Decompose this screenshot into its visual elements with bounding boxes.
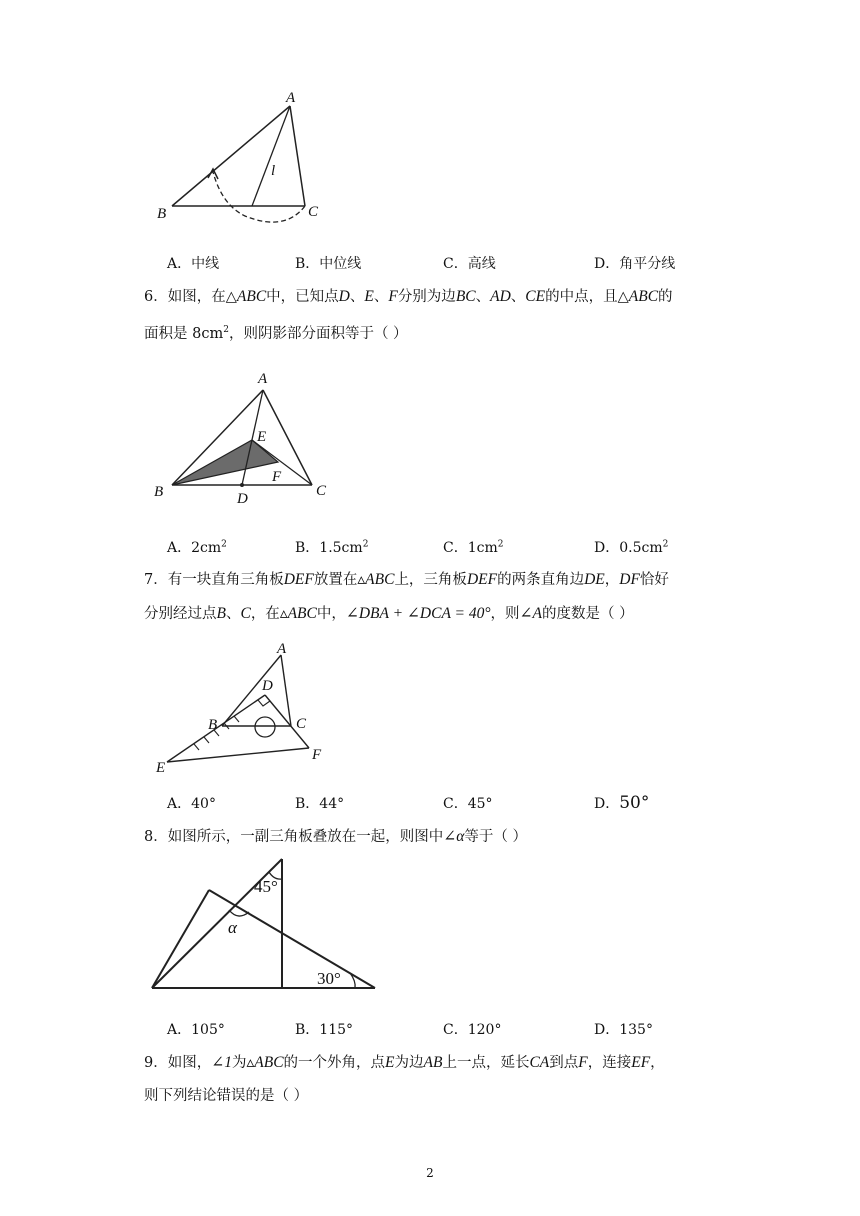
options-q7 — [167, 793, 787, 817]
label-l: l — [271, 163, 276, 179]
label-e: E — [156, 760, 166, 776]
option-a: A．105° — [167, 1022, 225, 1038]
label-alpha: α — [228, 918, 237, 937]
option-c: C．高线 — [443, 256, 496, 272]
page-number: 2 — [426, 1166, 434, 1180]
label-d: D — [262, 678, 273, 694]
dashed-arc — [213, 172, 305, 222]
option-b: B．115° — [295, 1022, 354, 1038]
figure-q5 — [150, 88, 350, 228]
label-e: E — [257, 429, 267, 445]
right-angle-mark — [258, 700, 270, 706]
label-30-deg: 30° — [317, 969, 341, 988]
label-a: A — [286, 90, 296, 106]
option-d: D．135° — [594, 1022, 653, 1038]
label-a: A — [258, 371, 268, 387]
label-f: F — [312, 747, 322, 763]
option-b: B．44° — [295, 796, 345, 812]
options-q6 — [167, 537, 787, 561]
segment-ac — [290, 106, 305, 206]
label-c: C — [296, 716, 307, 732]
figure-q6 — [150, 365, 340, 505]
segment-ab — [172, 106, 290, 206]
point-d — [240, 483, 244, 487]
option-a: A．$2cm^2$ — [167, 539, 227, 556]
label-f: F — [272, 469, 282, 485]
line-l — [252, 106, 290, 206]
option-a: A．40° — [167, 796, 216, 812]
segment-ac — [263, 390, 312, 485]
question-6-line-2: 面积是 $8cm^2$，则阴影部分面积等于（ ） — [144, 325, 408, 342]
question-8-line-1: 8．如图所示，一副三角板叠放在一起，则图中∠α等于（ ） — [144, 828, 527, 845]
option-b: B．$1.5cm^2$ — [295, 539, 369, 556]
question-7-line-1: 7．有一块直角三角板DEF放置在▵ABC上，三角板DEF的两条直角边DE，DF恰好 — [144, 571, 669, 588]
label-a: A — [277, 641, 287, 657]
protractor-circle — [255, 717, 275, 737]
option-c: C．120° — [443, 1022, 502, 1038]
label-b: B — [208, 717, 218, 733]
figure-q7 — [150, 640, 340, 780]
option-d: D．角平分线 — [594, 256, 676, 272]
label-c: C — [316, 483, 327, 499]
option-d: D．$0.5cm^2$ — [594, 539, 669, 556]
options-q8 — [167, 1019, 787, 1043]
label-45-deg: 45° — [254, 877, 278, 896]
label-b: B — [157, 206, 167, 222]
option-b: B．中位线 — [295, 256, 362, 272]
option-c: C．45° — [443, 796, 493, 812]
segment-ef — [167, 748, 309, 762]
label-d: D — [237, 491, 248, 507]
question-6-line-1: 6．如图，在△ABC中，已知点D、E、F分别为边BC、AD、CE的中点，且△ABC的 — [144, 288, 673, 305]
option-a: A．中线 — [167, 256, 220, 272]
question-9-line-2: 则下列结论错误的是（ ） — [144, 1088, 309, 1104]
question-9-line-1: 9．如图，∠1为▵ABC的一个外角，点E为边AB上一点，延长CA到点F，连接EF， — [144, 1054, 665, 1071]
shaded-triangle — [172, 440, 278, 485]
label-b: B — [154, 484, 164, 500]
figure-q8 — [145, 850, 385, 995]
option-d: D．50° — [594, 793, 650, 813]
options-q5 — [167, 253, 787, 277]
question-7-line-2: 分别经过点B、C，在▵ABC中，∠DBA + ∠DCA = 40°，则∠A的度数是（ ） — [144, 605, 634, 622]
option-c: C．$1cm^2$ — [443, 539, 504, 556]
label-c: C — [308, 204, 319, 220]
